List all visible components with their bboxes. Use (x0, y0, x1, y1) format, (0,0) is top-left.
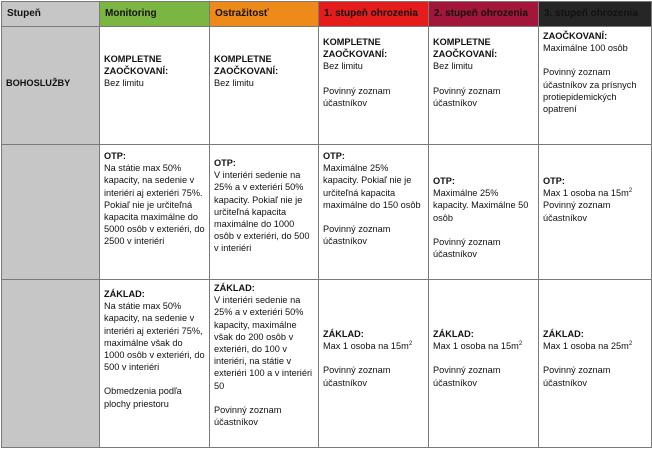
cell-text: Bez limitu (214, 78, 254, 89)
cell-text-main: Max 1 osoba na 15m (323, 341, 409, 352)
cell-note: Obmedzenia podľa plochy priestoru (104, 386, 182, 409)
cell-text: V interiéri sedenie na 25% a v exteriéri 50% kapacity, maximálne však do 200 osôb v exteriéri, do 100 v interiéri, na státie v exteriéri 100 a v interiéri 50 (214, 295, 313, 391)
superscript: 2 (628, 341, 633, 348)
cell-text (543, 340, 647, 352)
cell-title: KOMPLETNE ZAOČKOVANÍ: (323, 37, 388, 60)
cell-title: OTP: (433, 176, 455, 186)
cell-note: Povinný zoznam účastníkov (433, 365, 501, 388)
header-monitoring: Monitoring (100, 2, 210, 27)
cell-text (543, 187, 647, 199)
cell-zaklad-stupen-2 (429, 280, 539, 448)
cell-zaockovani-stupen-1 (319, 27, 429, 145)
cell-note: Povinný zoznam účastníkov (323, 365, 391, 388)
cell-text: V interiéri sedenie na 25% a v exteriéri 50% kapacity. Pokiaľ nie je určiteľná kapacita maximálne do 1000 osôb v exteriéri, do 500 v interiéri (214, 170, 310, 254)
cell-note: Povinný zoznam účastníkov (433, 85, 501, 108)
cell-text-main: Max 1 osoba na 15m (433, 341, 519, 352)
cell-note: Povinný zoznam účastníkov (323, 85, 391, 108)
header-ostrazitost: Ostražitosť (210, 2, 319, 27)
row-label-spacer (2, 145, 100, 280)
cell-title: ZÁKLAD: (433, 329, 474, 339)
cell-zaklad-ostrazitost (210, 280, 319, 448)
cell-text: Maximálne 100 osôb (543, 43, 628, 54)
cell-text (433, 340, 534, 352)
cell-zaockovani-stupen-2 (429, 27, 539, 145)
cell-note: Povinný zoznam účastníkov (543, 365, 611, 388)
cell-text: Maximálne 25% kapacity. Pokiaľ nie je určiteľná kapacita maximálne do 150 osôb (323, 163, 421, 210)
cell-text: Maximálne 25% kapacity. Maximálne 50 osôb (433, 188, 529, 223)
cell-text: Bez limitu (104, 78, 144, 89)
cell-title: OTP: (543, 176, 565, 186)
cell-text-main: Max 1 osoba na 25m (543, 341, 629, 352)
cell-text: Bez limitu (433, 61, 473, 72)
cell-note: Povinný zoznam účastníkov (323, 224, 391, 247)
cell-otp-stupen-3 (539, 145, 652, 280)
cell-title: ZÁKLAD: (323, 329, 364, 339)
superscript: 2 (518, 341, 523, 348)
cell-title: OTP: (323, 151, 345, 161)
cell-otp-stupen-1 (319, 145, 429, 280)
cell-note: Povinný zoznam účastníkov za prísnych protiepidemických opatrení (543, 67, 637, 115)
cell-zaockovani-stupen-3 (539, 27, 652, 145)
cell-title: ZÁKLAD: (214, 283, 255, 293)
row-label-bohosluzby: BOHOSLUŽBY (2, 27, 100, 145)
cell-title: OTP: (214, 158, 236, 168)
cell-text (323, 340, 424, 352)
cell-title: KOMPLETNE ZAOČKOVANÍ: (104, 54, 169, 77)
cell-text: Na státie max 50% kapacity, na sedenie v interiéri aj exteriéri 75%. Pokiaľ nie je určiteľná kapacita maximálne do 5000 osôb v exteriéri, do 2500 v interiéri (104, 163, 205, 247)
header-stupen-2: 2. stupeň ohrozenia (429, 2, 539, 27)
cell-title: ZÁKLAD: (543, 329, 584, 339)
cell-note: Povinný zoznam účastníkov (214, 404, 282, 428)
cell-text: Na státie max 50% kapacity, na sedenie v interiéri aj exteriéri 75%, maximálne však do 1000 osôb v exteriéri, do 500 v interiéri (104, 301, 205, 373)
cell-title: KOMPLETNE ZAOČKOVANÍ: (433, 37, 498, 60)
row-otp (2, 145, 652, 280)
row-zaockovani (2, 27, 652, 145)
cell-zaklad-monitoring (100, 280, 210, 448)
header-stupen-3: 3. stupeň ohrozenia (539, 2, 652, 27)
cell-title: ZÁKLAD: (104, 289, 145, 299)
cell-zaklad-stupen-1 (319, 280, 429, 448)
restrictions-table (1, 1, 652, 448)
superscript: 2 (408, 341, 413, 348)
row-label-spacer (2, 280, 100, 448)
cell-zaockovani-ostrazitost (210, 27, 319, 145)
cell-otp-monitoring (100, 145, 210, 280)
cell-otp-stupen-2 (429, 145, 539, 280)
cell-title: KOMPLETNE ZAOČKOVANÍ: (214, 54, 279, 77)
cell-title: ZAOČKOVANÍ: (543, 31, 608, 41)
header-stupen: Stupeň (2, 2, 100, 27)
header-stupen-1: 1. stupeň ohrozenia (319, 2, 429, 27)
cell-note: Povinný zoznam účastníkov (543, 200, 611, 223)
row-zaklad (2, 280, 652, 448)
cell-otp-ostrazitost (210, 145, 319, 280)
cell-text-main: Max 1 osoba na 15m (543, 188, 629, 199)
cell-text: Bez limitu (323, 61, 363, 72)
cell-note: Povinný zoznam účastníkov (433, 236, 501, 260)
cell-zaklad-stupen-3 (539, 280, 652, 448)
cell-zaockovani-monitoring (100, 27, 210, 145)
header-row (2, 2, 652, 27)
superscript: 2 (628, 188, 633, 195)
cell-title: OTP: (104, 151, 126, 161)
